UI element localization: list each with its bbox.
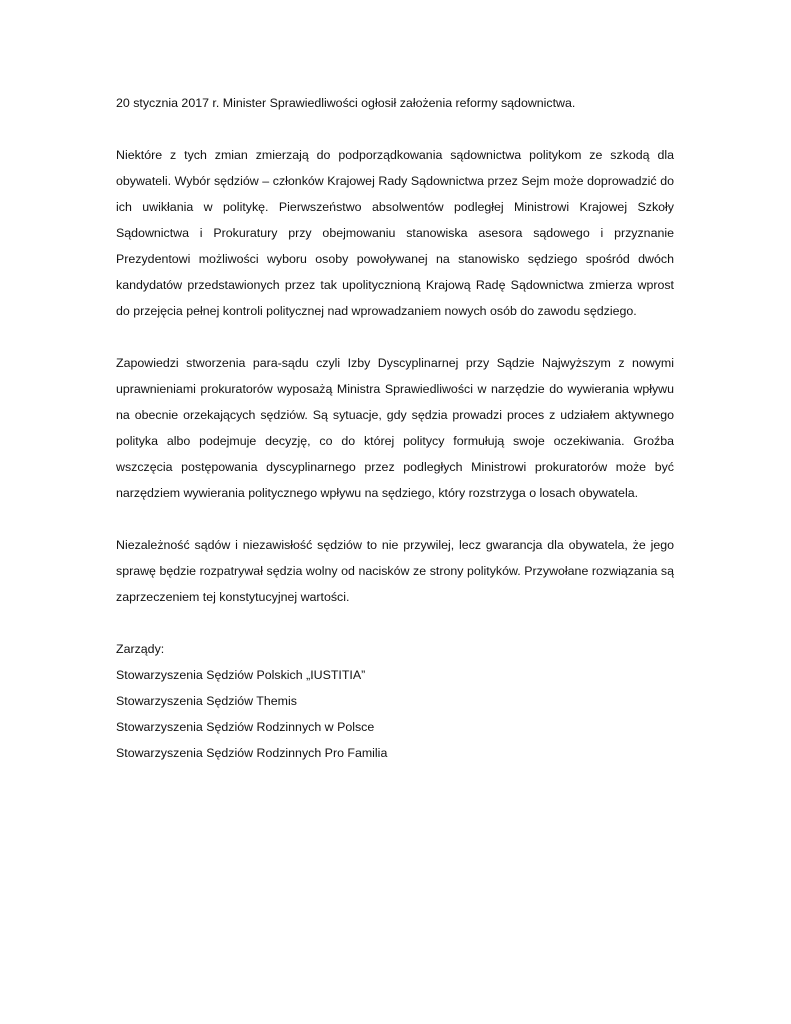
signer-themis: Stowarzyszenia Sędziów Themis bbox=[116, 694, 297, 708]
paragraph-independence: Niezależność sądów i niezawisłość sędziów to nie przywilej, lecz gwarancja dla obywatela, że jego sprawę będzie rozpatrywał sędzia wolny od nacisków ze strony polityków. Przywołane rozwiązania są zaprzeczeniem tej konstytucyjnej wartości. bbox=[116, 538, 674, 604]
paragraph-reform-changes: Niektóre z tych zmian zmierzają do podporządkowania sądownictwa politykom ze szkodą dla obywateli. Wybór sędziów – członków Krajowej Rady Sądownictwa przez Sejm może doprowadzić do ich uwikłania w politykę. Pierwszeństwo absolwentów podległej Ministrowi Krajowej Szkoły Sądownictwa i Prokuratury przy obejmowaniu stanowiska asesora sądowego i przyznanie Prezydentowi możliwości wyboru osoby powoływanej na stanowisko sędziego spośród dwóch kandydatów przedstawionych przez tak upolitycznioną Krajową Radę Sądownictwa zmierza wprost do przejęcia pełnej kontroli politycznej nad wprowadzaniem nowych osób do zawodu sędziego. bbox=[116, 148, 674, 318]
paragraph-disciplinary-chamber: Zapowiedzi stworzenia para-sądu czyli Izby Dyscyplinarnej przy Sądzie Najwyższym z nowymi uprawnieniami prokuratorów wyposażą Ministra Sprawiedliwości w narzędzie do wywierania wpływu na obecnie orzekających sędziów. Są sytuacje, gdy sędzia prowadzi proces z udziałem aktywnego polityka albo podejmuje decyzję, co do której politycy formułują swoje oczekiwania. Groźba wszczęcia postępowania dyscyplinarnego przez podległych Ministrowi prokuratorów może być narzędziem wywierania politycznego wpływu na sędziego, który rozstrzyga o losach obywatela. bbox=[116, 356, 674, 500]
signers-heading: Zarządy: bbox=[116, 642, 165, 656]
intro-line: 20 stycznia 2017 r. Minister Sprawiedliwości ogłosił założenia reformy sądownictwa. bbox=[116, 96, 576, 110]
signer-pro-familia: Stowarzyszenia Sędziów Rodzinnych Pro Familia bbox=[116, 746, 388, 760]
document-page bbox=[116, 90, 674, 766]
signers-list bbox=[116, 662, 674, 766]
signer-family-judges-poland: Stowarzyszenia Sędziów Rodzinnych w Polsce bbox=[116, 720, 375, 734]
signer-iustitia: Stowarzyszenia Sędziów Polskich „IUSTITIA” bbox=[116, 668, 366, 682]
